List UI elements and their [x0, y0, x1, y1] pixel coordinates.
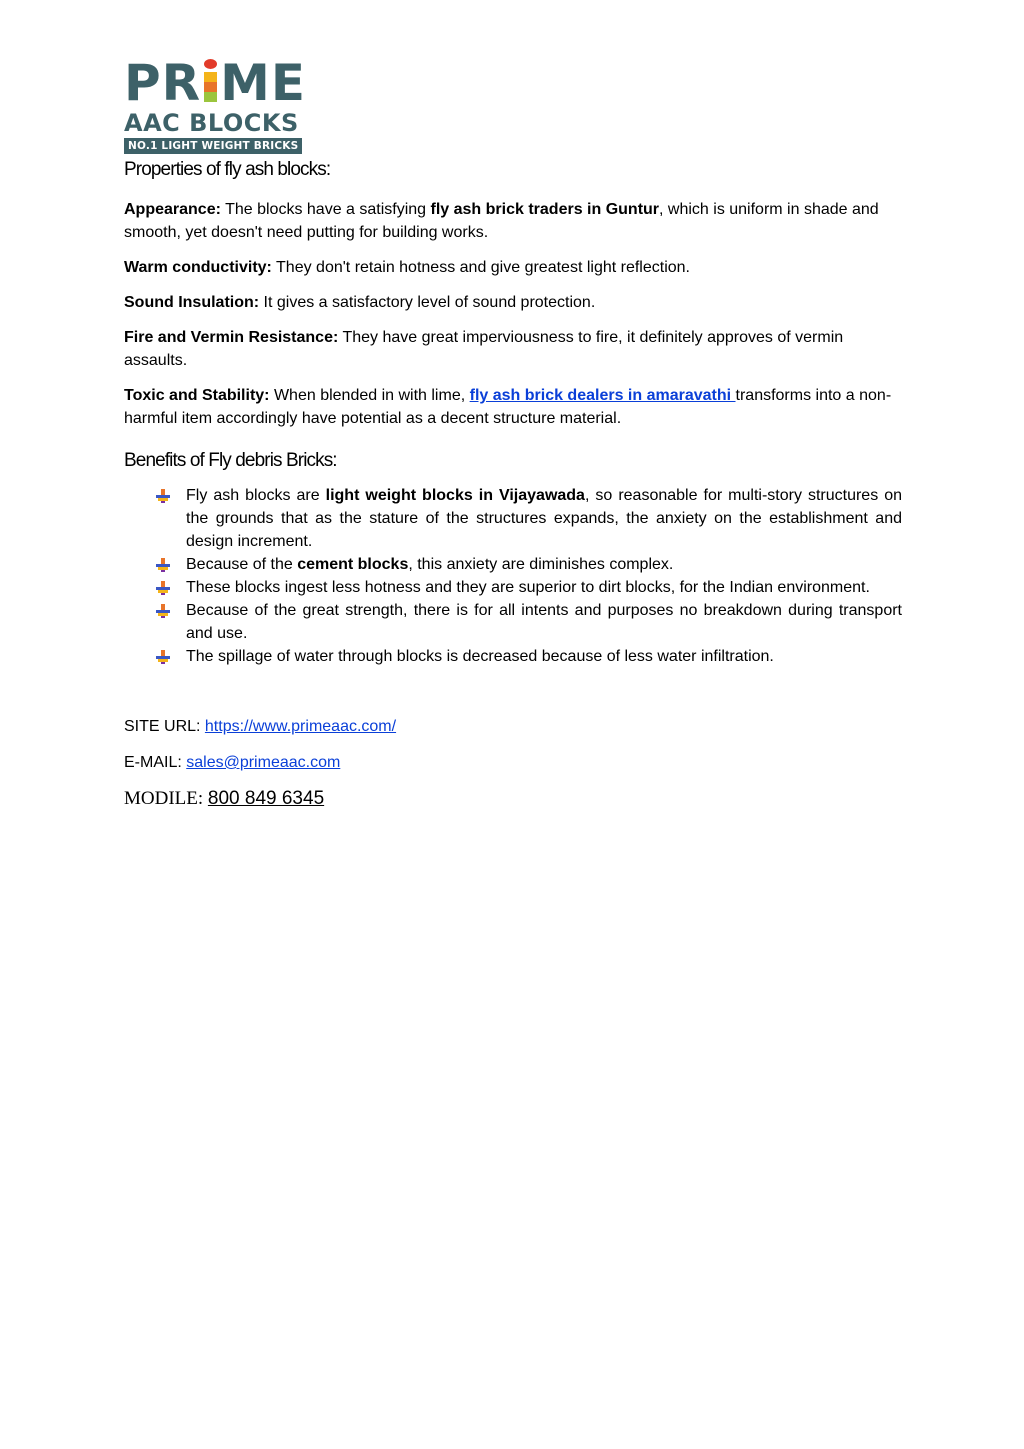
property-fire-vermin: Fire and Vermin Resistance: They have great imperviousness to fire, it definitely approves of vermin assaults.: [124, 329, 844, 369]
site-url-link[interactable]: https://www.primeaac.com/: [204, 718, 397, 735]
list-item: Because of the cement blocks, this anxiety are diminishes complex.: [124, 553, 902, 576]
list-item: The spillage of water through blocks is decreased because of less water infiltration.: [124, 645, 902, 668]
logo-tagline: NO.1 LIGHT WEIGHT BRICKS: [124, 138, 302, 154]
list-item: Because of the great strength, there is for all intents and purposes no breakdown during transport and use.: [124, 599, 902, 645]
email-label: E-MAIL:: [124, 754, 187, 771]
document-page: [124, 54, 904, 811]
bullet-icon: [156, 604, 170, 618]
site-url-label: SITE URL:: [124, 718, 205, 735]
property-warm-conductivity: Warm conductivity: They don't retain hotness and give greatest light reflection.: [124, 259, 690, 276]
properties-heading: Properties of fly ash blocks:: [124, 159, 331, 180]
bullet-icon: [156, 489, 170, 503]
benefits-heading: Benefits of Fly debris Bricks:: [124, 450, 337, 471]
bullet-icon: [156, 581, 170, 595]
mobile-row: [124, 787, 904, 811]
property-toxic-stability: Toxic and Stability: When blended in with lime, fly ash brick dealers in amaravathi transforms into a non-harmful item accordingly have potential as a decent structure material.: [124, 387, 892, 427]
mobile-number[interactable]: 800 849 6345: [207, 788, 325, 809]
logo-aac-blocks: AAC BLOCKS: [124, 109, 299, 137]
email-link[interactable]: sales@primeaac.com: [186, 754, 341, 771]
benefits-list: [124, 484, 904, 668]
property-sound-insulation: Sound Insulation: It gives a satisfactory level of sound protection.: [124, 294, 596, 311]
prime-aac-logo: [124, 54, 318, 154]
list-item: Fly ash blocks are light weight blocks in Vijayawada, so reasonable for multi-story structures on the grounds that as the stature of the structures expands, the anxiety on the establishment and design increment.: [124, 484, 902, 553]
bullet-icon: [156, 650, 170, 664]
contact-block: [124, 715, 904, 811]
list-item: These blocks ingest less hotness and they are superior to dirt blocks, for the Indian environment.: [124, 576, 902, 599]
site-url-row: [124, 715, 904, 738]
logo-i-bar-icon: [204, 72, 217, 102]
property-appearance: Appearance: The blocks have a satisfying fly ash brick traders in Guntur, which is uniform in shade and smooth, yet doesn't need putting for building works.: [124, 201, 879, 241]
mobile-label: MODILE:: [124, 788, 208, 809]
fly-ash-dealers-link[interactable]: fly ash brick dealers in amaravathi: [469, 387, 736, 404]
email-row: [124, 751, 904, 774]
bullet-icon: [156, 558, 170, 572]
logo-prime-left: PR: [124, 54, 202, 112]
logo-prime-wordmark: [124, 54, 318, 112]
logo-prime-right: ME: [220, 54, 307, 112]
